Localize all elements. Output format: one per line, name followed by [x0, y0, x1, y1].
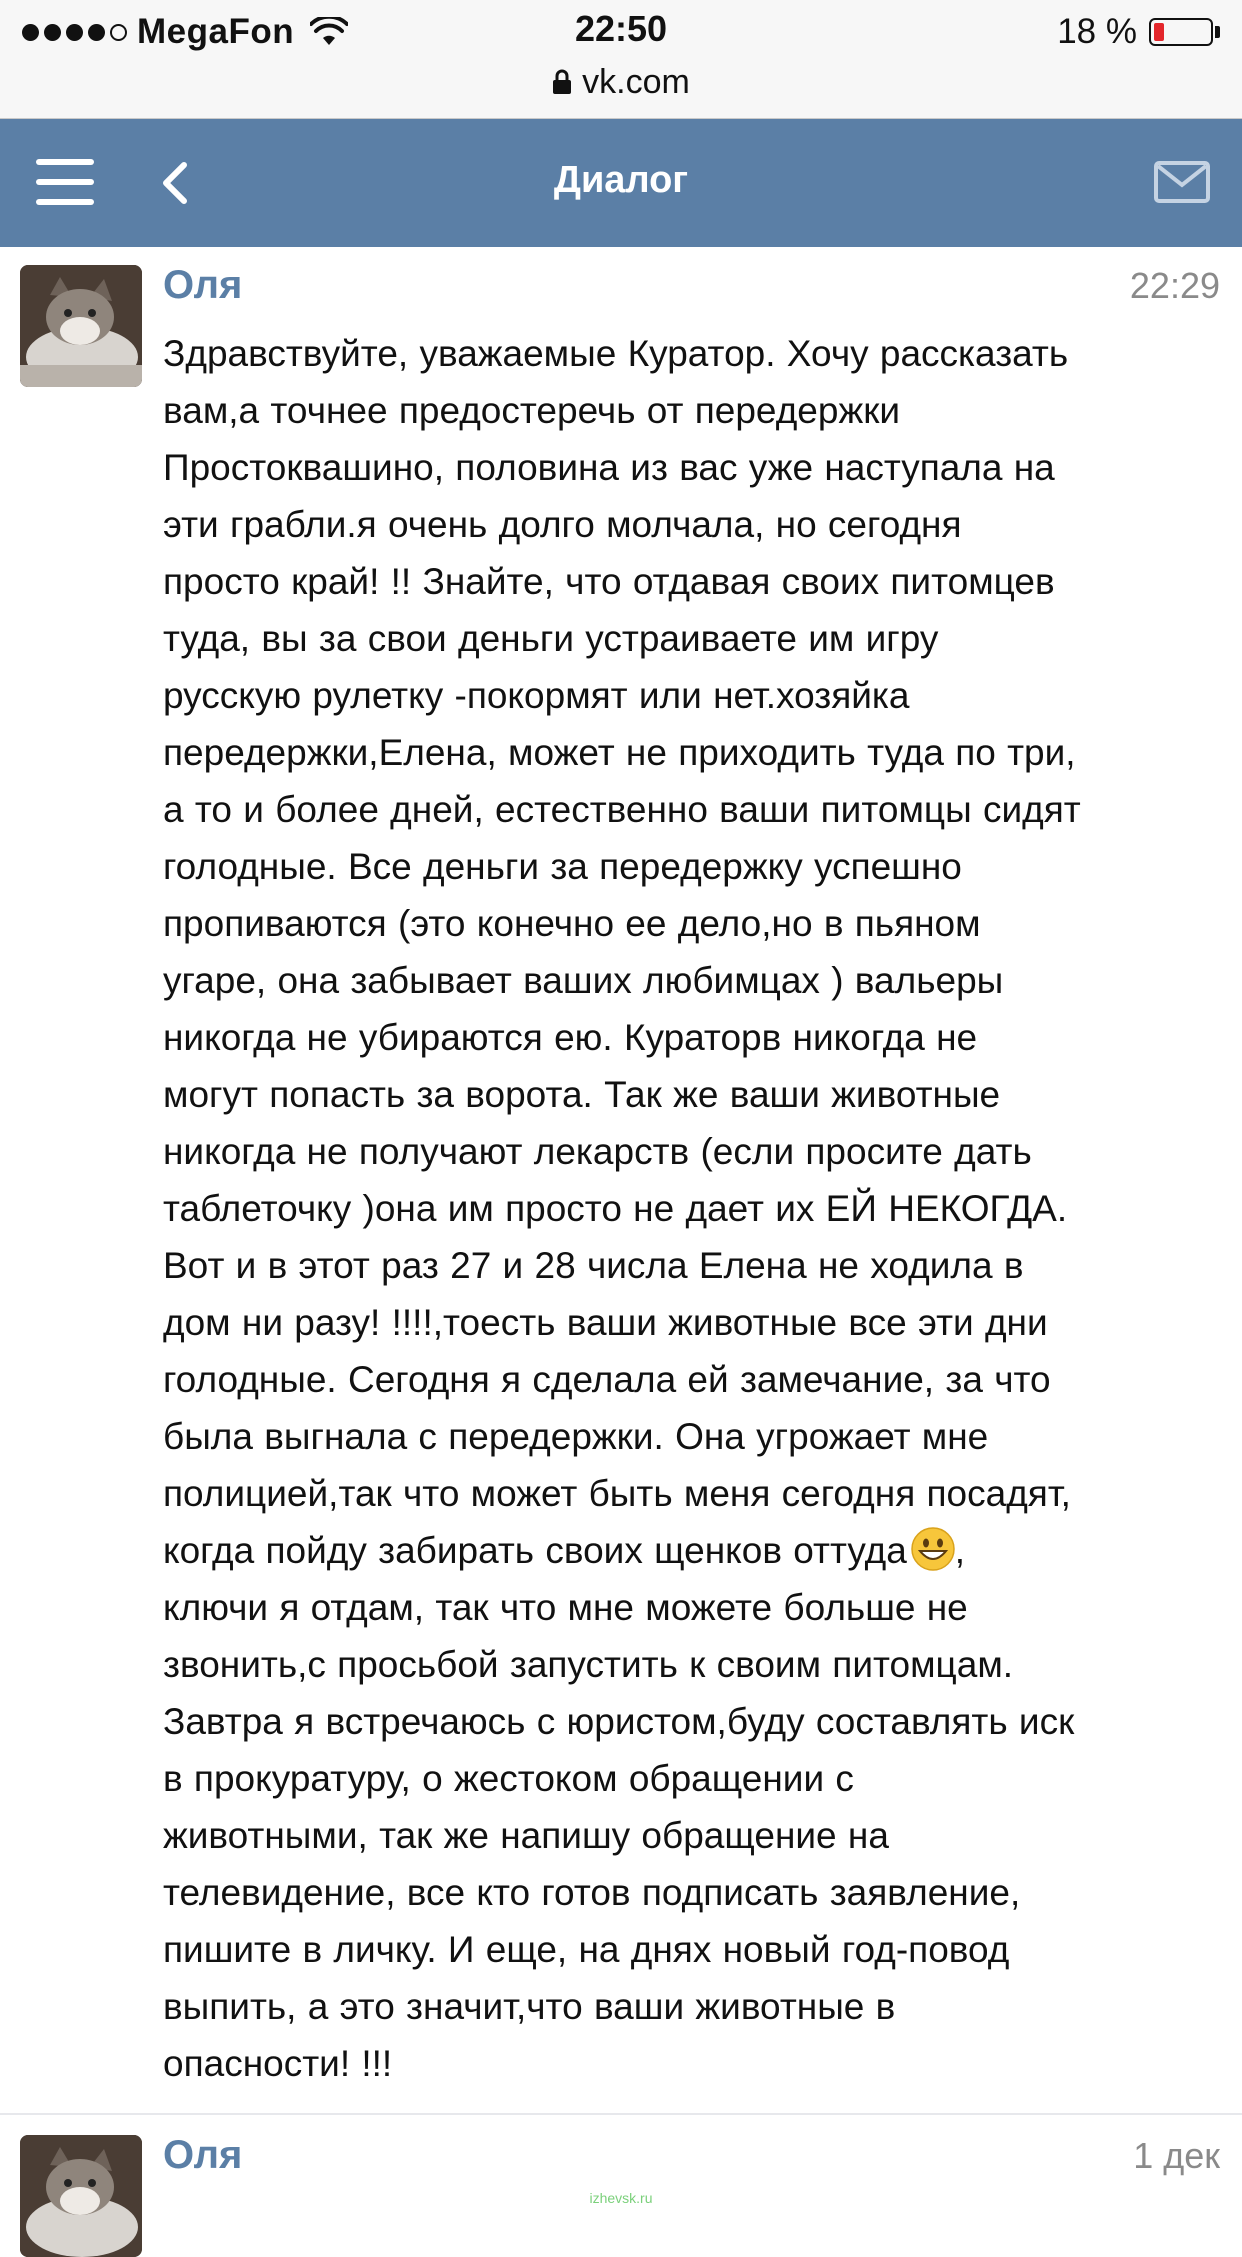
- carrier-name: MegaFon: [137, 12, 295, 51]
- address-bar[interactable]: [0, 60, 1242, 104]
- status-bar: [0, 0, 1242, 119]
- avatar[interactable]: [20, 265, 142, 387]
- app-header: [0, 119, 1242, 247]
- url-text: vk.com: [582, 62, 690, 101]
- watermark: izhevsk.ru: [589, 2190, 653, 2206]
- page-title: Диалог: [553, 159, 689, 201]
- cat-photo-icon: [20, 265, 142, 387]
- clock: 22:50: [574, 8, 668, 49]
- message-text-part-1: Здравствуйте, уважаемые Куратор. Хочу рассказать вам,а точнее предостеречь от передержки Простоквашино, половина из вас уже наступала на эти грабли.я очень долго молчала, но сегодня просто край! !! Знайте, что отдавая своих питомцев туда, вы за свои деньги устраиваете им игру русскую рулетку -покормят или нет.хозяйка передержки,Елена, может не приходить туда по три, а то и более дней, естественно ваши питомцы сидят голодные. Все деньги за передержку успешно пропиваются (это конечно ее дело,но в пьяном угаре, она забывает ваших любимцах ) вальеры никогда не убираются ею. Кураторв никогда не могут попасть за ворота. Так же ваши животные никогда не получают лекарств (если просите дать таблеточку )она им просто не дает их ЕЙ НЕКОГДА. Вот и в этот раз 27 и 28 числа Елена не ходила в дом ни разу! !!!!,тоесть ваши животные все эти дни голодные. Сегодня я сделала ей замечание, за что была выгнала с передержки. Она угрожает мне полицией,так что может быть меня сегодня посадят, когда пойду забирать своих щенков оттуда: [163, 333, 1081, 1571]
- grinning-face-emoji-icon: [911, 1527, 955, 1571]
- battery-tip: [1215, 26, 1220, 38]
- message-text: [163, 325, 1225, 2092]
- battery-icon: [1149, 18, 1213, 46]
- mail-icon[interactable]: [1154, 161, 1210, 203]
- message-text-part-2: , ключи я отдам, так что мне можете больше не звонить,с просьбой запустить к своим питомцам. Завтра я встречаюсь с юристом,буду составлять иск в прокуратуру, о жестоком обращении с животными, так же напишу обращение на телевидение, все кто готов подписать заявление, пишите в личку. И еще, на днях новый год-повод выпить, а это значит,что ваши животные в опасности! !!!: [163, 1530, 1075, 2084]
- message-time: 1 дек: [1133, 2135, 1220, 2176]
- message-author[interactable]: Оля: [163, 2133, 243, 2177]
- lock-icon: [552, 69, 572, 95]
- status-right: [1057, 10, 1220, 54]
- message-item[interactable]: [0, 247, 1242, 2113]
- battery-level: [1154, 23, 1164, 41]
- battery-percent: 18 %: [1057, 12, 1137, 51]
- message-author[interactable]: Оля: [163, 263, 243, 307]
- message-time: 22:29: [1129, 265, 1220, 306]
